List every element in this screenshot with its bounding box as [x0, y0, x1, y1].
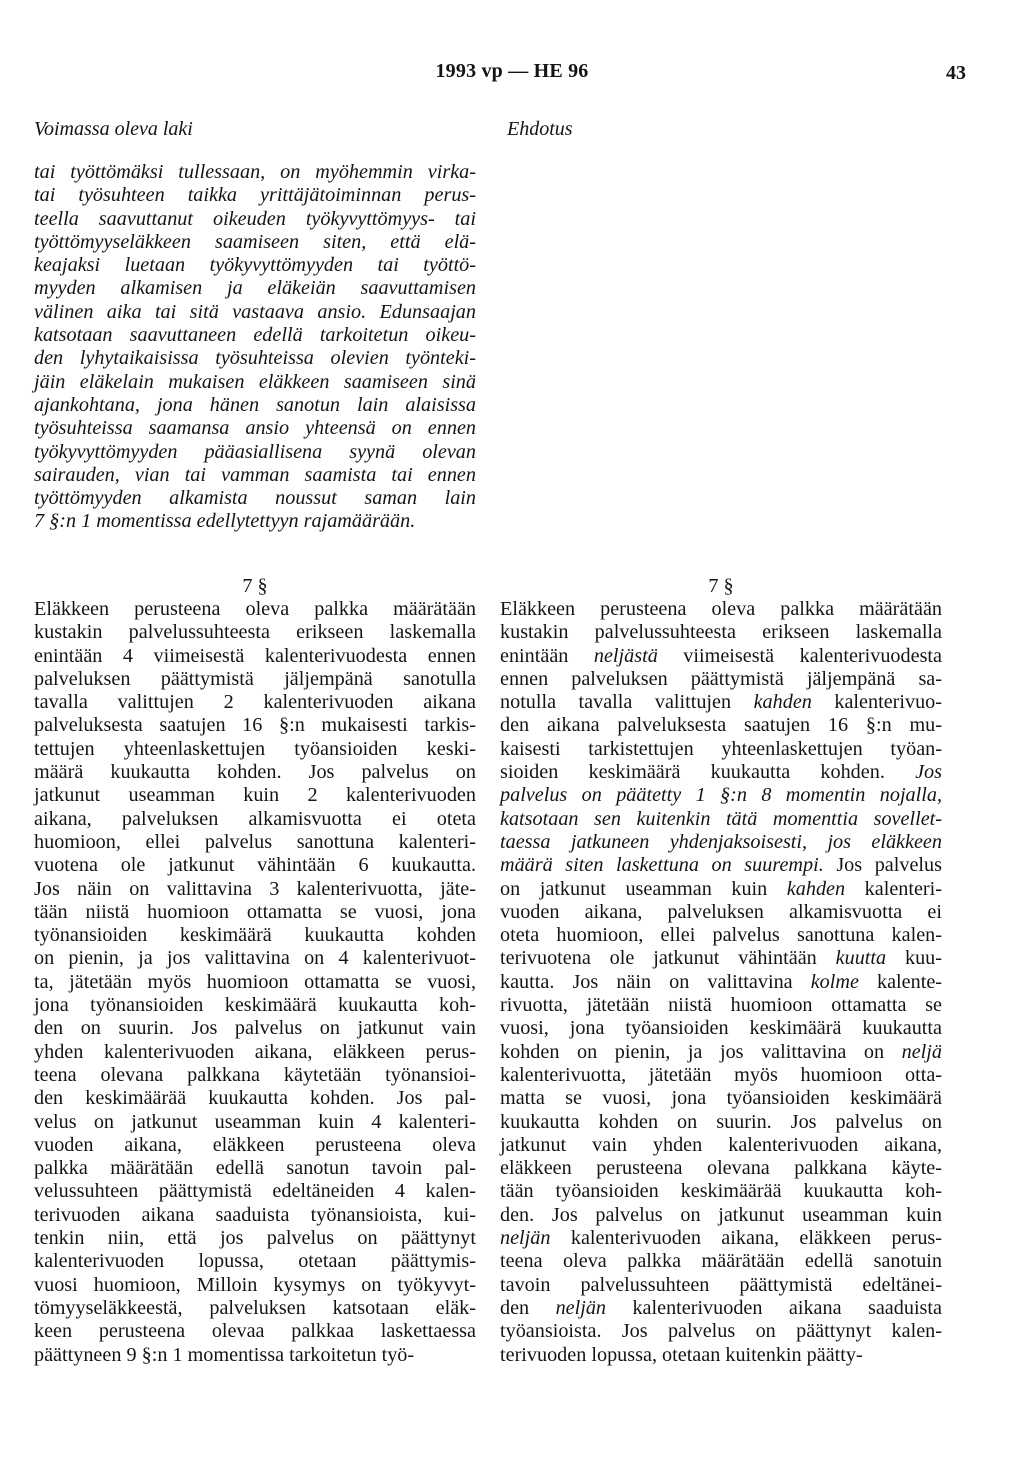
text-line: tai työsuhteen taikka yrittäjätoiminnan perus- — [34, 184, 476, 207]
text-segment: kalenterivuo- — [811, 691, 942, 714]
text-line: ajankohtana, jona hänen sanotun lain alaisissa — [34, 393, 476, 416]
text-line — [500, 1227, 942, 1250]
left-intro-paragraph — [34, 161, 476, 534]
text-segment: kalenteri- — [845, 877, 942, 900]
text-line — [500, 1087, 942, 1110]
text-line — [500, 1041, 942, 1064]
text-line — [500, 878, 942, 901]
italic-amendment: neljän — [500, 1227, 551, 1250]
text-line: den keskimäärää kuukautta kohden. Jos pal- — [34, 1087, 476, 1110]
text-segment: kaisesti tarkistettujen yhteenlaskettujen työan- — [500, 737, 942, 760]
text-line: tavalla valittujen 2 kalenterivuoden aikana — [34, 691, 476, 714]
text-line — [500, 1180, 942, 1203]
italic-amendment: kolme — [810, 970, 859, 993]
text-segment: kustakin palvelussuhteesta erikseen laskemalla — [500, 621, 942, 644]
text-line — [500, 1157, 942, 1180]
text-line: den lyhytaikaisissa työsuhteissa olevien työnteki- — [34, 347, 476, 370]
text-line: työkyvyttömyyden pääasiallisena syynä olevan — [34, 440, 476, 463]
text-line: tai työttömäksi tullessaan, on myöhemmin virka- — [34, 161, 476, 183]
italic-amendment: katsotaan sen kuitenkin tätä momenttia sovellet- — [500, 807, 942, 830]
text-line: tenkin niin, että jos palvelus on päättynyt — [34, 1227, 476, 1250]
text-line — [500, 1344, 942, 1367]
text-line: palveluksen päättymistä jäljempänä sanotulla — [34, 667, 476, 690]
text-line — [500, 761, 942, 784]
text-line: jona työnansioiden keskimäärä kuukautta koh- — [34, 994, 476, 1017]
text-line — [500, 784, 942, 807]
text-line: jatkunut useamman kuin 2 kalenterivuoden — [34, 784, 476, 807]
italic-amendment: taessa jatkuneen yhdenjaksoisesti, jos eläkkeen — [500, 830, 942, 853]
text-segment: kalenterivuotta, jätetään myös huomioon otta- — [500, 1063, 942, 1086]
right-column-heading: Ehdotus — [507, 118, 573, 140]
text-line — [500, 994, 942, 1017]
text-line — [500, 738, 942, 761]
text-line — [500, 831, 942, 854]
text-segment: rivuotta, jätetään niistä huomioon ottamatta se — [500, 994, 942, 1017]
text-segment: Eläkkeen perusteena oleva palkka määrätään — [500, 598, 942, 620]
text-line — [500, 1297, 942, 1320]
text-line: velussuhteen päättymistä edeltäneiden 4 kalen- — [34, 1180, 476, 1203]
text-segment: teena oleva palkka määrätään edellä sanotuin — [500, 1250, 942, 1273]
text-segment: terivuotena ole jatkunut vähintään — [500, 947, 836, 970]
text-line: yhden kalenterivuoden aikana, eläkkeen perus- — [34, 1040, 476, 1063]
right-section-heading: 7 § — [708, 575, 734, 597]
text-line — [500, 1064, 942, 1087]
text-line — [500, 1134, 942, 1157]
text-line: päättyneen 9 §:n 1 momentissa tarkoitetun työ- — [34, 1343, 415, 1366]
italic-amendment: kuutta — [835, 947, 887, 970]
text-line: enintään 4 viimeisestä kalenterivuodesta ennen — [34, 644, 476, 667]
text-line: työsuhteissa saamansa ansio yhteensä on ennen — [34, 417, 476, 440]
text-line: kalenterivuoden lopussa, otetaan päättymis- — [34, 1250, 476, 1273]
text-line — [500, 645, 942, 668]
text-line — [500, 621, 942, 644]
text-line: Eläkkeen perusteena oleva palkka määrätään — [34, 598, 476, 620]
text-line: tään niistä huomioon ottamatta se vuosi, jona — [34, 900, 476, 923]
text-segment: terivuoden lopussa, otetaan kuitenkin päätty- — [500, 1343, 863, 1366]
text-line: jäin eläkelain mukaisen eläkkeen saamiseen sinä — [34, 370, 476, 393]
text-line — [500, 1204, 942, 1227]
text-segment: den — [500, 1296, 556, 1319]
text-line — [500, 691, 942, 714]
text-line — [500, 808, 942, 831]
text-line: den on suurin. Jos palvelus on jatkunut vain — [34, 1017, 476, 1040]
text-line — [500, 924, 942, 947]
left-section-heading: 7 § — [242, 575, 268, 597]
italic-amendment: neljä — [901, 1040, 942, 1063]
text-segment: matta se vuosi, jona työansioiden keskimäärä — [500, 1087, 942, 1110]
text-line: palveluksesta saatujen 16 §:n mukaisesti tarkis- — [34, 714, 476, 737]
text-line: työttömyyseläkkeen saamiseen siten, että elä- — [34, 230, 476, 253]
text-line: on pienin, ja jos valittavina on 4 kalenterivuot- — [34, 947, 476, 970]
text-line — [500, 854, 942, 877]
left-section-7 — [34, 574, 476, 1367]
italic-amendment: palvelus on päätetty 1 §:n 8 momentin nojalla, — [500, 784, 942, 807]
text-segment: kalente- — [858, 970, 943, 993]
text-segment: enintään — [500, 644, 594, 667]
text-segment: viimeisestä kalenterivuodesta — [657, 644, 942, 667]
text-line: huomioon, ellei palvelus sanottuna kalenteri- — [34, 830, 476, 853]
text-line: keen perusteena olevaa palkkaa laskettaessa — [34, 1320, 476, 1343]
running-head: 1993 vp — HE 96 — [435, 60, 589, 82]
italic-amendment: neljän — [555, 1296, 607, 1319]
text-line: teella saavuttanut oikeuden työkyvyttömyys- tai — [34, 207, 476, 230]
italic-amendment: määrä siten laskettuna on suurempi. — [500, 854, 824, 877]
text-segment: den. Jos palvelus on jatkunut useamman kuin — [500, 1203, 942, 1226]
text-line — [500, 1017, 942, 1040]
text-line: sairauden, vian tai vamman saamista tai ennen — [34, 463, 476, 486]
text-segment: vuoden aikana, palveluksen alkamisvuotta ei — [500, 900, 942, 923]
text-segment: työansioista. Jos palvelus on päättynyt kalen- — [500, 1320, 942, 1343]
text-segment: kuukautta kohden on suurin. Jos palvelus on — [500, 1110, 942, 1133]
right-section-7 — [500, 574, 942, 1367]
text-line: määrä kuukautta kohden. Jos palvelus on — [34, 761, 476, 784]
text-segment: notulla tavalla valittujen — [500, 691, 754, 714]
text-segment: Jos palvelus — [823, 854, 942, 877]
text-segment: tään työansioiden keskimäärää kuukautta koh- — [500, 1180, 942, 1203]
text-line — [500, 1250, 942, 1273]
text-segment: ennen palveluksen päättymistä jäljempänä sa- — [500, 667, 942, 690]
text-line: ta, jätetään myös huomioon ottamatta se vuosi, — [34, 970, 476, 993]
italic-amendment: kahden — [786, 877, 846, 900]
text-line: terivuoden aikana saaduista työnansioista, kui- — [34, 1203, 476, 1226]
text-line: kustakin palvelussuhteesta erikseen laskemalla — [34, 621, 476, 644]
italic-amendment: neljästä — [593, 644, 658, 667]
text-line: katsotaan saavuttaneen edellä tarkoitetun oikeu- — [34, 324, 476, 347]
text-line — [500, 1274, 942, 1297]
text-segment: sioiden keskimäärä kuukautta kohden. — [500, 761, 916, 784]
text-line — [500, 598, 942, 621]
text-segment: kohden on pienin, ja jos valittavina on — [500, 1040, 902, 1063]
text-line: työnansioiden keskimäärä kuukautta kohden — [34, 924, 476, 947]
text-segment: kalenterivuoden aikana saaduista — [606, 1296, 942, 1319]
text-line: Jos näin on valittavina 3 kalenterivuotta, jäte- — [34, 877, 476, 900]
text-segment: kuu- — [886, 947, 942, 970]
text-segment: kalenterivuoden aikana, eläkkeen perus- — [550, 1227, 942, 1250]
text-line: 7 §:n 1 momentissa edellytettyyn rajamäärään. — [34, 510, 416, 533]
text-line: teena olevana palkkana käytetään työnansioi- — [34, 1063, 476, 1086]
text-line — [500, 668, 942, 691]
text-line — [500, 1320, 942, 1343]
left-column-heading: Voimassa oleva laki — [34, 118, 193, 140]
text-line: vuoden aikana, eläkkeen perusteena oleva — [34, 1133, 476, 1156]
text-line — [500, 1111, 942, 1134]
text-line: vuotena ole jatkunut vähintään 6 kuukautta. — [34, 854, 476, 877]
text-line: vuosi huomioon, Milloin kysymys on työkyvyt- — [34, 1273, 476, 1296]
page-number: 43 — [946, 62, 966, 84]
text-segment: on jatkunut useamman kuin — [500, 877, 787, 900]
italic-amendment: Jos — [915, 761, 942, 784]
text-line — [500, 714, 942, 737]
text-line: työttömyyden alkamista noussut saman lain — [34, 487, 476, 510]
text-line — [500, 901, 942, 924]
text-line: velus on jatkunut useamman kuin 4 kalenteri- — [34, 1110, 476, 1133]
text-segment: tavoin palvelussuhteen päättymistä edeltänei- — [500, 1273, 942, 1296]
text-line: tömyyseläkkeestä, palveluksen katsotaan eläk- — [34, 1296, 476, 1319]
text-segment: oteta huomioon, ellei palvelus sanottuna kalen- — [500, 924, 942, 947]
text-line — [500, 947, 942, 970]
text-segment: kautta. Jos näin on valittavina — [500, 970, 811, 993]
text-line: tettujen yhteenlaskettujen työansioiden keski- — [34, 737, 476, 760]
italic-amendment: kahden — [753, 691, 812, 714]
text-segment: jatkunut vain yhden kalenterivuoden aikana, — [500, 1133, 942, 1156]
text-line: myyden alkamisen ja eläkeiän saavuttamisen — [34, 277, 476, 300]
text-line: keajaksi luetaan työkyvyttömyyden tai työttö- — [34, 254, 476, 277]
text-line: palkka määrätään edellä sanotun tavoin pal- — [34, 1157, 476, 1180]
text-segment: vuosi, jona työansioiden keskimäärä kuukautta — [500, 1017, 942, 1040]
text-segment: eläkkeen perusteena olevana palkkana käyte- — [500, 1157, 942, 1180]
text-line: aikana, palveluksen alkamisvuotta ei oteta — [34, 807, 476, 830]
text-line — [500, 971, 942, 994]
text-line: välinen aika tai sitä vastaava ansio. Edunsaajan — [34, 300, 476, 323]
text-segment: den aikana palveluksesta saatujen 16 §:n mu- — [500, 714, 942, 737]
